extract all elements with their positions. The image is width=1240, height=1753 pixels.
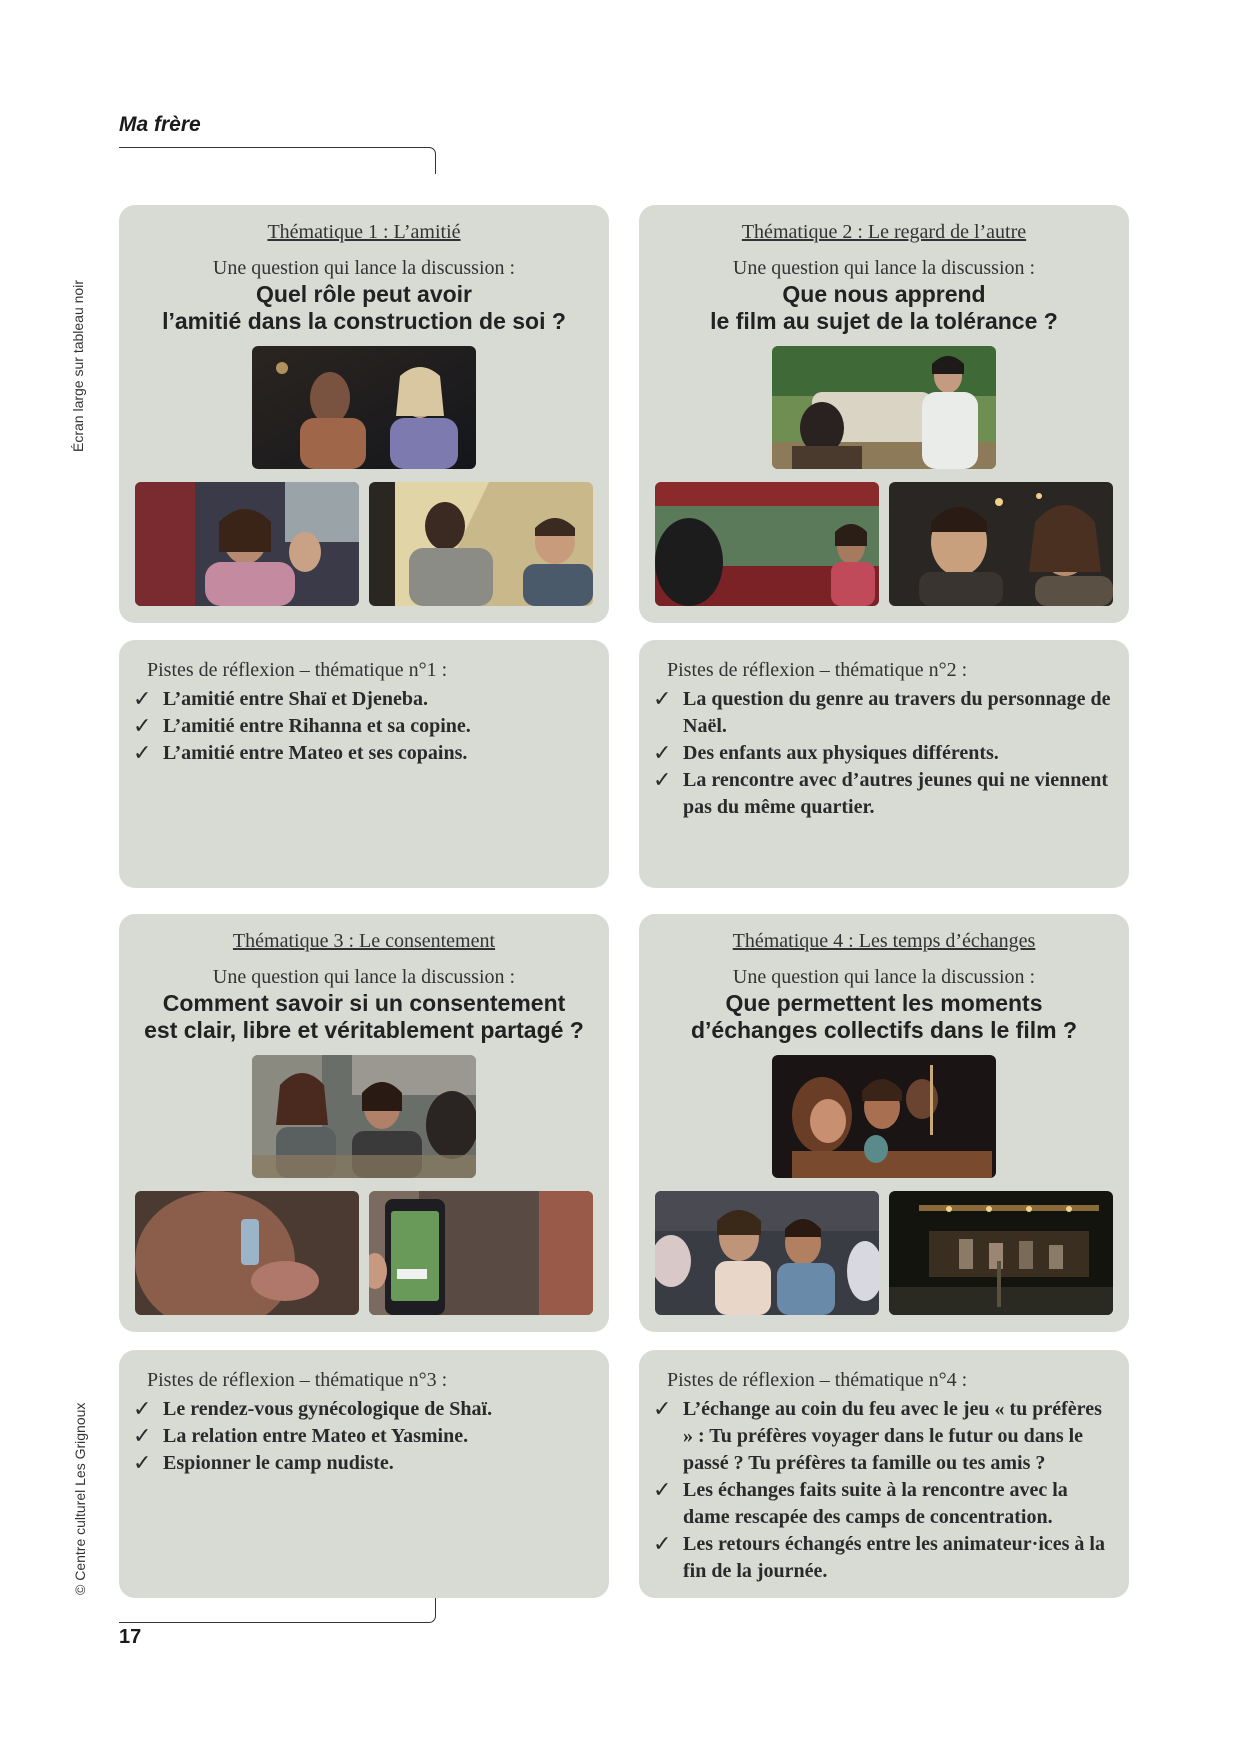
theme-title: Thématique 2 : Le regard de l’autre bbox=[741, 221, 1027, 243]
document-header-title: Ma frère bbox=[119, 113, 201, 136]
film-still-main bbox=[252, 1055, 476, 1178]
header-rule bbox=[119, 147, 436, 174]
discussion-lead: Une question qui lance la discussion : bbox=[732, 257, 1036, 279]
piste-list bbox=[133, 1396, 595, 1477]
piste-item: ✓ La relation entre Mateo et Yasmine. bbox=[133, 1423, 595, 1450]
piste-item: ✓ L’amitié entre Rihanna et sa copine. bbox=[133, 713, 595, 740]
film-still-right bbox=[369, 482, 593, 606]
piste-item: ✓ Les échanges faits suite à la rencontre avec la dame rescapée des camps de concentration. bbox=[653, 1477, 1115, 1531]
theme-title: Thématique 1 : L’amitié bbox=[267, 221, 461, 243]
piste-item: ✓ La rencontre avec d’autres jeunes qui ne viennent pas du même quartier. bbox=[653, 767, 1115, 821]
piste-list bbox=[653, 686, 1115, 821]
piste-card-3 bbox=[119, 1350, 609, 1598]
piste-heading: Pistes de réflexion – thématique n°3 : bbox=[147, 1369, 448, 1391]
piste-heading: Pistes de réflexion – thématique n°1 : bbox=[147, 659, 448, 681]
film-still-right bbox=[369, 1191, 593, 1315]
side-label-copyright: © Centre culturel Les Grignoux bbox=[72, 1402, 88, 1595]
side-label-publication: Écran large sur tableau noir bbox=[70, 280, 86, 452]
piste-heading: Pistes de réflexion – thématique n°4 : bbox=[667, 1369, 968, 1391]
piste-heading: Pistes de réflexion – thématique n°2 : bbox=[667, 659, 968, 681]
film-still-left bbox=[135, 1191, 359, 1315]
footer-rule bbox=[119, 1596, 436, 1623]
theme-title: Thématique 3 : Le consentement bbox=[232, 930, 496, 952]
page-number: 17 bbox=[119, 1626, 142, 1648]
theme-card-1 bbox=[119, 205, 609, 623]
film-still-main bbox=[772, 1055, 996, 1178]
piste-card-1 bbox=[119, 640, 609, 888]
theme-title: Thématique 4 : Les temps d’échanges bbox=[732, 930, 1036, 952]
piste-item: ✓ L’amitié entre Shaï et Djeneba. bbox=[133, 686, 595, 713]
film-still-right bbox=[889, 1191, 1113, 1315]
discussion-lead: Une question qui lance la discussion : bbox=[212, 966, 516, 988]
film-still-left bbox=[655, 1191, 879, 1315]
discussion-lead: Une question qui lance la discussion : bbox=[212, 257, 516, 279]
film-still-main bbox=[772, 346, 996, 469]
piste-card-4 bbox=[639, 1350, 1129, 1598]
theme-card-2 bbox=[639, 205, 1129, 623]
piste-item: ✓ L’amitié entre Mateo et ses copains. bbox=[133, 740, 595, 767]
theme-card-4 bbox=[639, 914, 1129, 1332]
piste-item: ✓ Des enfants aux physiques différents. bbox=[653, 740, 1115, 767]
discussion-question: Comment savoir si un consentement est clair, libre et véritablement partagé ? bbox=[144, 990, 584, 1043]
discussion-question: Que nous apprend le film au sujet de la tolérance ? bbox=[710, 281, 1058, 334]
film-still-main bbox=[252, 346, 476, 469]
film-still-left bbox=[655, 482, 879, 606]
piste-item: ✓ Le rendez-vous gynécologique de Shaï. bbox=[133, 1396, 595, 1423]
piste-item: ✓ Espionner le camp nudiste. bbox=[133, 1450, 595, 1477]
piste-item: ✓ L’échange au coin du feu avec le jeu « tu préfères » : Tu préfères voyager dans le futur ou dans le passé ? Tu préfères ta famille ou tes amis ? bbox=[653, 1396, 1115, 1477]
piste-list bbox=[653, 1396, 1115, 1585]
film-still-left bbox=[135, 482, 359, 606]
discussion-question: Quel rôle peut avoir l’amitié dans la construction de soi ? bbox=[162, 281, 566, 334]
piste-card-2 bbox=[639, 640, 1129, 888]
piste-item: ✓ La question du genre au travers du personnage de Naël. bbox=[653, 686, 1115, 740]
piste-list bbox=[133, 686, 595, 767]
piste-item: ✓ Les retours échangés entre les animateur·ices à la fin de la journée. bbox=[653, 1531, 1115, 1585]
discussion-lead: Une question qui lance la discussion : bbox=[732, 966, 1036, 988]
discussion-question: Que permettent les moments d’échanges collectifs dans le film ? bbox=[690, 990, 1077, 1043]
film-still-right bbox=[889, 482, 1113, 606]
theme-card-3 bbox=[119, 914, 609, 1332]
